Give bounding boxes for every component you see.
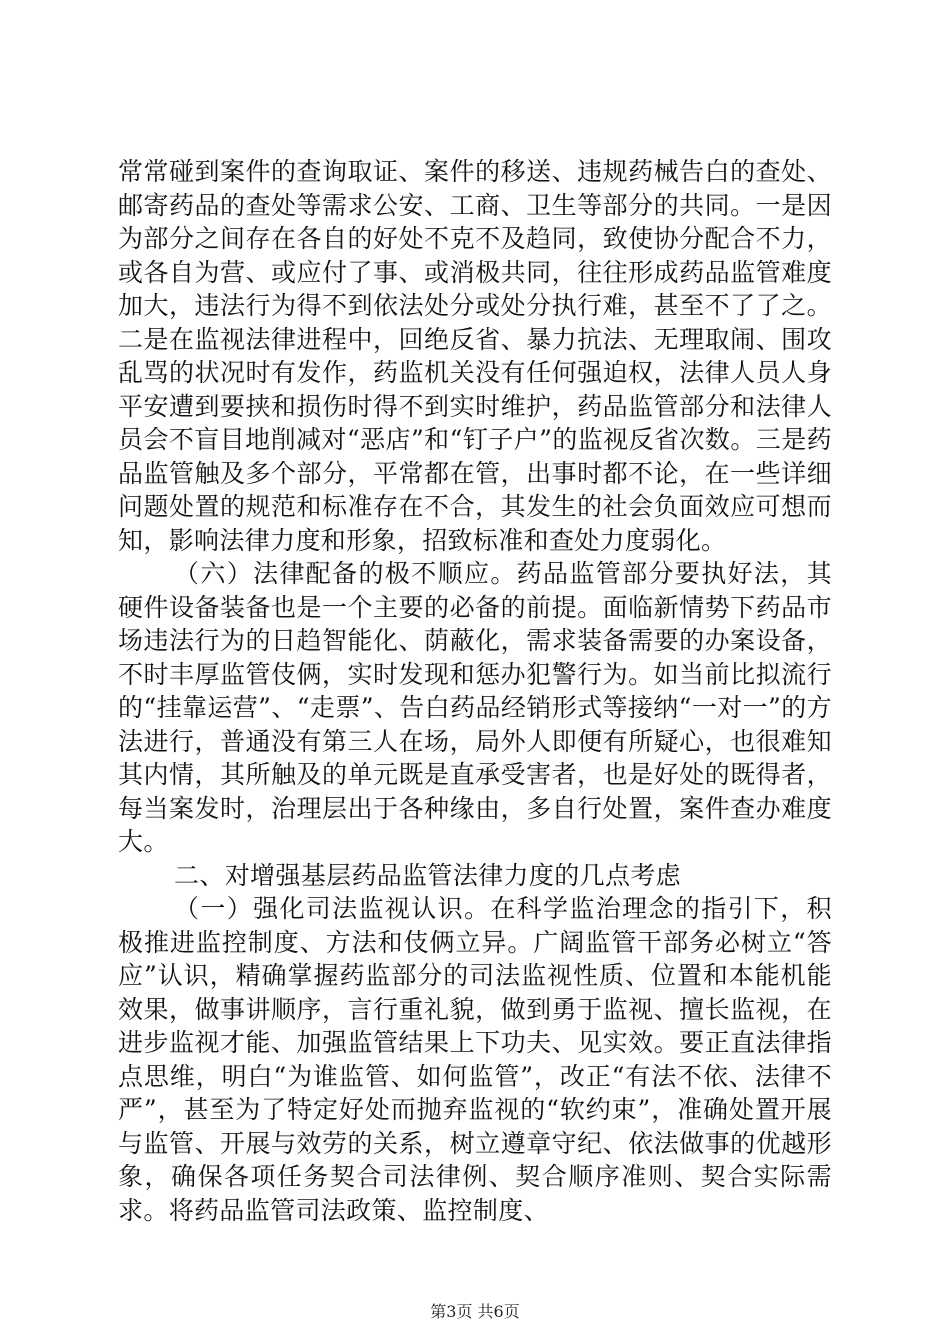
section-heading: 二、对增强基层药品监管法律力度的几点考虑 <box>174 860 682 890</box>
document-body <box>118 155 832 1227</box>
page-footer: 第3页 共6页 <box>430 1302 520 1321</box>
paragraph-3: （一）强化司法监视认识。在科学监治理念的指引下，积极推进监控制度、方法和伎俩立异。广阔监管干部务必树立“答应”认识，精确掌握药监部分的司法监视性质、位置和本能机能效果，做事讲顺序，言行重礼貌，做到勇于监视、擅长监视，在进步监视才能、加强监管结果上下功夫、见实效。要正直法律指点思维，明白“为谁监管、如何监管”，改正“有法不依、法律不严”，甚至为了特定好处而抛弃监视的“软约束”，准确处置开展与监管、开展与效劳的关系，树立遵章守纪、依法做事的优越形象，确保各项任务契合司法律例、契合顺序准则、契合实际需求。将药品监管司法政策、监控制度、 <box>118 894 832 1225</box>
paragraph-2: （六）法律配备的极不顺应。药品监管部分要执好法，其硬件设备装备也是一个主要的必备的前提。面临新情势下药品市场违法行为的日趋智能化、荫蔽化，需求装备需要的办案设备，不时丰厚监管伎俩，实时发现和惩办犯警行为。如当前比拟流行的“挂靠运营”、“走票”、告白药品经销形式等接纳“一对一”的方法进行，普通没有第三人在场，局外人即便有所疑心，也很难知其内情，其所触及的单元既是直承受害者，也是好处的既得者，每当案发时，治理层出于各种缘由，多自行处置，案件查办难度大。 <box>118 559 832 856</box>
paragraph-1: 常常碰到案件的查询取证、案件的移送、违规药械告白的查处、邮寄药品的查处等需求公安、工商、卫生等部分的共同。一是因为部分之间存在各自的好处不克不及趋同，致使协分配合不力，或各自为营、或应付了事、或消极共同，往往形成药品监管难度加大，违法行为得不到依法处分或处分执行难，甚至不了了之。二是在监视法律进程中，回绝反省、暴力抗法、无理取闹、围攻乱骂的状况时有发作，药监机关没有任何强迫权，法律人员人身平安遭到要挟和损伤时得不到实时维护，药品监管部分和法律人员会不盲目地削减对“恶店”和“钉子户”的监视反省次数。三是药品监管触及多个部分，平常都在管，出事时都不论，在一些详细问题处置的规范和标准存在不合，其发生的社会负面效应可想而知，影响法律力度和形象，招致标准和查处力度弱化。 <box>118 157 832 555</box>
